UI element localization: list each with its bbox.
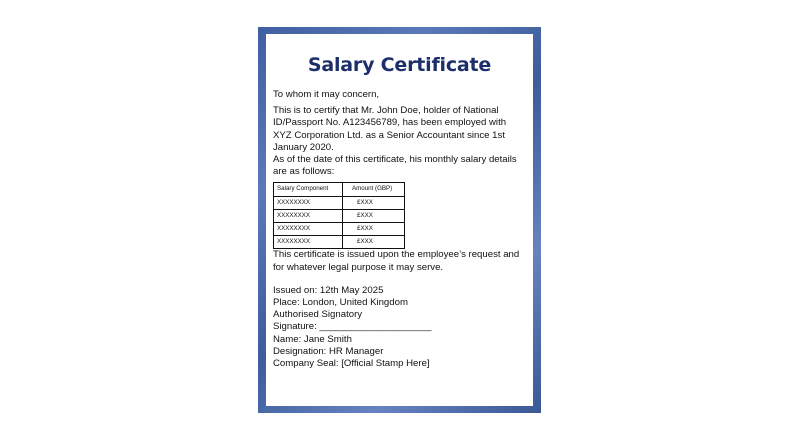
salutation: To whom it may concern, [273, 89, 380, 100]
table-row [274, 209, 405, 222]
certificate-title: Salary Certificate [307, 54, 492, 76]
table-cell-component: XXXXXXXX [274, 209, 343, 222]
signature-block [273, 285, 527, 370]
table-cell-amount: £XXX [343, 236, 405, 249]
signature-line: Signature: _____________________ [273, 321, 432, 333]
table-row [274, 223, 405, 236]
signatory-designation: Designation: HR Manager [273, 345, 384, 357]
table-header-component: Salary Component [274, 183, 343, 196]
salary-table [273, 182, 405, 249]
table-cell-amount: £XXX [343, 196, 405, 209]
employment-paragraph: This is to certify that Mr. John Doe, holder of National ID/Passport No. A123456789, has been employed with XYZ Corporation Ltd. as a Senior Accountant since 1st January 2020. [273, 105, 507, 153]
signatory-name: Name: Jane Smith [273, 333, 352, 345]
signatory-label: Authorised Signatory [273, 309, 363, 321]
salary-intro-paragraph: As of the date of this certificate, his monthly salary details are as follows: [273, 154, 517, 178]
company-seal: Company Seal: [Official Stamp Here] [273, 358, 430, 370]
certificate-body [273, 89, 527, 370]
table-cell-component: XXXXXXXX [274, 236, 343, 249]
table-cell-amount: £XXX [343, 209, 405, 222]
table-cell-component: XXXXXXXX [274, 223, 343, 236]
place: Place: London, United Kingdom [273, 297, 408, 309]
closing-paragraph: This certificate is issued upon the employee’s request and for whatever legal purpose it may serve. [273, 249, 520, 273]
table-cell-amount: £XXX [343, 223, 405, 236]
certificate-frame [258, 27, 541, 413]
table-row [274, 236, 405, 249]
table-row [274, 196, 405, 209]
table-header-amount: Amount (GBP) [343, 183, 405, 196]
table-header-row [274, 183, 405, 196]
issued-on: Issued on: 12th May 2025 [273, 284, 384, 296]
table-cell-component: XXXXXXXX [274, 196, 343, 209]
certificate-paper [266, 34, 533, 406]
